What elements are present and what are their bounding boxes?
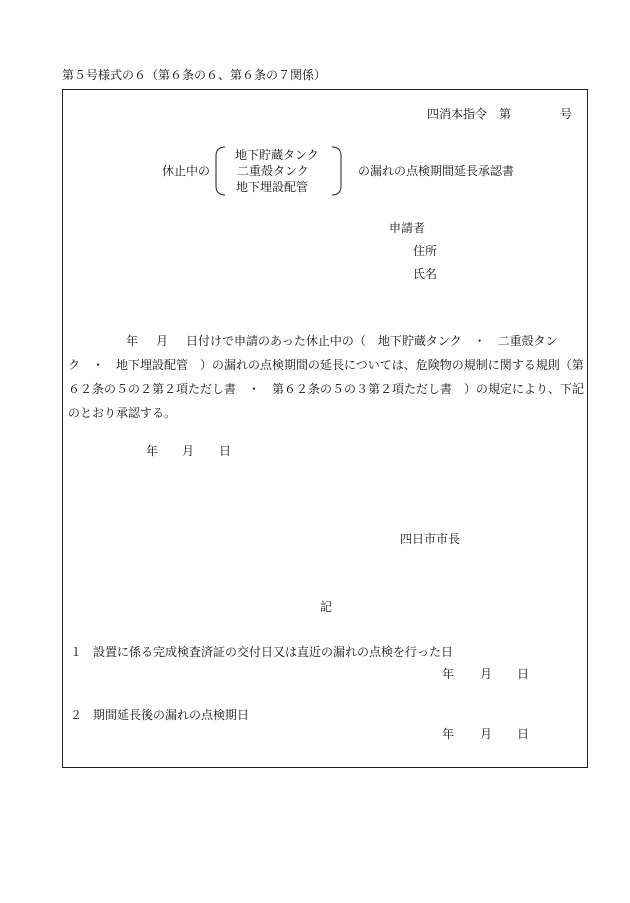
approval-paragraph xyxy=(68,329,584,425)
tank-option-underground-piping: 地下埋設配管 xyxy=(236,180,309,194)
reference-prefix: 四消本指令 第 xyxy=(427,107,512,121)
tank-option-double-shell: 二重殻タンク xyxy=(237,164,309,178)
address-label: 住所 xyxy=(413,244,438,258)
item-1-month: 月 xyxy=(480,667,493,681)
item-1-year: 年 xyxy=(442,667,455,681)
date-year: 年 xyxy=(146,444,159,458)
date-day: 日 xyxy=(219,444,232,458)
body-year: 年 xyxy=(126,334,139,348)
name-label: 氏名 xyxy=(413,267,438,281)
item-2-number: ２ xyxy=(70,708,83,722)
left-bracket xyxy=(213,146,227,196)
item-1-number: １ xyxy=(70,645,83,659)
body-text: 日付けで申請のあった休止中の（ 地下貯蔵タンク ・ 二重殻タンク ・ 地下埋設配管 ）の漏れの点検期間の延長については、危険物の規制に関する規則（第６２条の５の２第２項ただし書 ・ 第６２条の５の３第２項ただし書 ）の規定により、下記のとおり承認する。 xyxy=(68,334,585,420)
form-number: 第５号様式の６（第６条の６、第６条の７関係） xyxy=(62,68,327,82)
item-1-text: 設置に係る完成検査済証の交付日又は直近の漏れの点検を行った日 xyxy=(93,645,454,659)
body-month: 月 xyxy=(156,334,169,348)
document-frame xyxy=(62,89,588,768)
item-2-month: 月 xyxy=(480,727,493,741)
applicant-label: 申請者 xyxy=(389,221,426,235)
item-2-year: 年 xyxy=(442,727,455,741)
date-month: 月 xyxy=(182,444,195,458)
tank-option-underground-storage: 地下貯蔵タンク xyxy=(235,148,319,162)
title-right: の漏れの点検期間延長承認書 xyxy=(358,164,515,178)
reference-suffix: 号 xyxy=(560,107,573,121)
item-2-text: 期間延長後の漏れの点検期日 xyxy=(93,708,250,722)
right-bracket xyxy=(330,146,344,196)
title-left: 休止中の xyxy=(162,164,211,178)
item-2-day: 日 xyxy=(517,727,530,741)
ki-heading: 記 xyxy=(320,600,333,614)
issuer: 四日市市長 xyxy=(400,532,461,546)
item-1-day: 日 xyxy=(517,667,530,681)
